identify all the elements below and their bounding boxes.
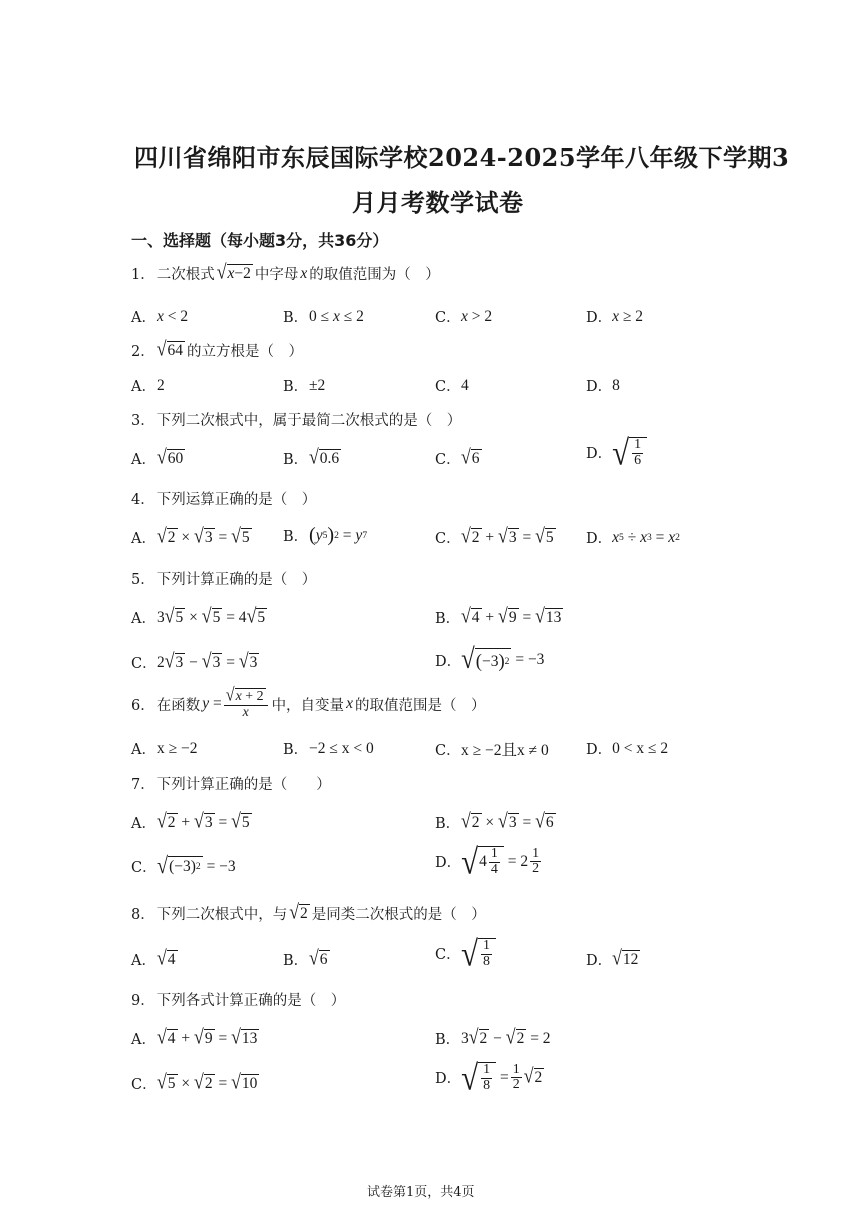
section-heading: 一、选择题（每小题3分，共36分） (131, 231, 389, 250)
q1-option-d[interactable]: D． x ≥ 2 (586, 307, 644, 326)
q6-option-c[interactable]: C． x ≥ −2且x ≠ 0 (435, 742, 549, 759)
q7-option-c[interactable]: C． √ (−3) 2 = −3 (131, 853, 236, 880)
q9-option-a[interactable]: A． √ 4 + √ 9 = √ 13 (131, 1025, 258, 1049)
q1-option-a[interactable]: A． x < 2 (131, 307, 189, 326)
page-title-line2: 月月考数学试卷 (352, 188, 524, 217)
q5-option-c[interactable]: C． 2 √ 3 − √ 3 = √ 3 (131, 649, 258, 673)
q6-option-d[interactable]: D． 0 < x ≤ 2 (586, 739, 669, 758)
q3-option-d[interactable]: D． √ $\frac{1}{6}$ (586, 437, 647, 468)
question-4: 4． 下列运算正确的是（ ） (131, 492, 317, 508)
q1-option-c[interactable]: C． x > 2 (435, 307, 493, 326)
q8-option-d[interactable]: D． √ 12 (586, 946, 639, 970)
q2-option-b[interactable]: B． ±2 (283, 376, 326, 395)
q7-option-a[interactable]: A． √ 2 + √ 3 = √ 5 (131, 809, 250, 833)
q6-option-b[interactable]: B． −2 ≤ x < 0 (283, 739, 374, 758)
q5-option-a[interactable]: A． 3 √ 5 × √ 5 = 4 √ 5 (131, 604, 266, 628)
q8-option-c[interactable]: C． √ $\frac{1}{8}$ (435, 938, 496, 969)
q4-option-d[interactable]: D． x 5 ÷ x 3 = x 2 (586, 528, 680, 547)
q7-option-b[interactable]: B． √ 2 × √ 3 = √ 6 (435, 809, 554, 833)
question-7: 7． 下列计算正确的是（ ） (131, 777, 331, 793)
question-2: 2． √ 64 的立方根是（ ） (131, 337, 304, 361)
question-6: 6． 在函数 y = √ x + 2 x 中，自变量 x 的取值范围是（ ） (131, 685, 486, 721)
q7-option-d[interactable]: D． √ 4 $\frac{1}{4}$ = 2 $\frac{1}{2}$ (435, 841, 540, 882)
question-1: 1． 二次根式 √ x −2 中字母 x 的取值范围为（ ） (131, 260, 440, 284)
q2-option-c[interactable]: C． 4 (435, 376, 469, 395)
q9-option-b[interactable]: B． 3 √ 2 − √ 2 = 2 (435, 1025, 551, 1049)
question-9: 9． 下列各式计算正确的是（ ） (131, 993, 346, 1009)
page-footer: 试卷第1页，共4页 (367, 1185, 475, 1200)
page-title-line1: 四川省绵阳市东辰国际学校2024-2025学年八年级下学期3 (134, 143, 790, 172)
q2-option-d[interactable]: D． 8 (586, 376, 620, 395)
q5-option-d[interactable]: D． √ ( −3 ) 2 = −3 (435, 643, 545, 675)
q5-option-b[interactable]: B． √ 4 + √ 9 = √ 13 (435, 604, 562, 628)
question-5: 5． 下列计算正确的是（ ） (131, 572, 317, 588)
question-8: 8． 下列二次根式中，与 √ 2 是同类二次根式的是（ ） (131, 900, 486, 924)
question-3: 3． 下列二次根式中，属于最简二次根式的是（ ） (131, 413, 462, 429)
q8-option-a[interactable]: A． √ 4 (131, 946, 176, 970)
q3-option-b[interactable]: B． √ 0.6 (283, 445, 340, 469)
q4-option-a[interactable]: A． √ 2 × √ 3 = √ 5 (131, 524, 250, 548)
q6-option-a[interactable]: A． x ≥ −2 (131, 739, 198, 758)
q9-option-c[interactable]: C． √ 5 × √ 2 = √ 10 (131, 1070, 258, 1094)
q1-option-b[interactable]: B． 0 ≤ x ≤ 2 (283, 307, 364, 326)
q3-option-c[interactable]: C． √ 6 (435, 445, 480, 469)
math-sqrt-x-minus-2: √ x −2 (216, 260, 251, 284)
q9-option-d[interactable]: D． √ $\frac{1}{8}$ = $\frac{1}{2}$ √ 2 (435, 1057, 543, 1098)
q3-option-a[interactable]: A． √ 60 (131, 445, 184, 469)
q8-option-b[interactable]: B． √ 6 (283, 946, 328, 970)
q4-option-b[interactable]: B． ( y 5 ) 2 = y 7 (283, 524, 368, 546)
q4-option-c[interactable]: C． √ 2 + √ 3 = √ 5 (435, 524, 554, 548)
q2-option-a[interactable]: A． 2 (131, 376, 165, 395)
